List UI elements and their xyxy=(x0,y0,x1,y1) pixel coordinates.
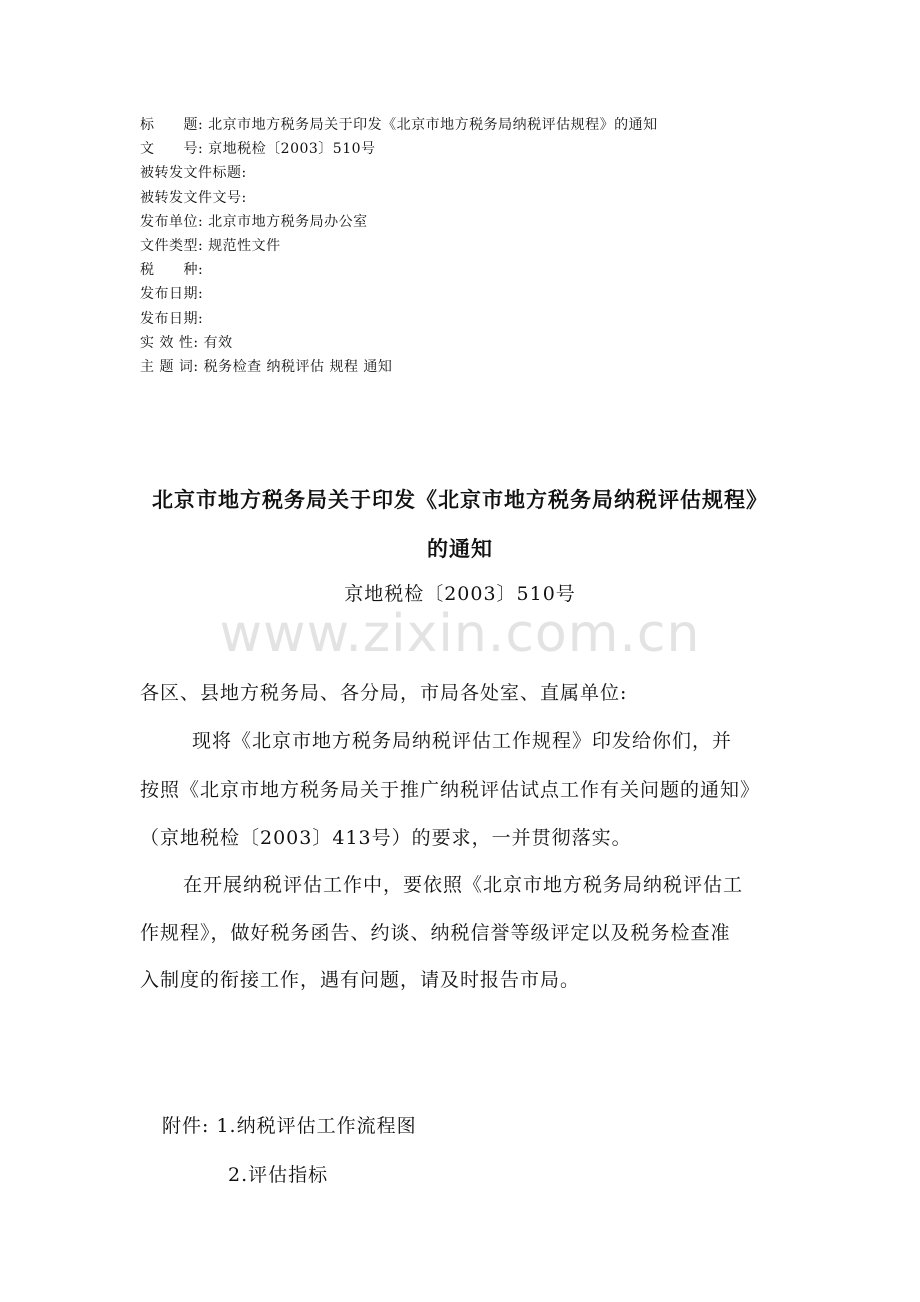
meta-row-tax-type xyxy=(140,258,840,282)
meta-label: 标 题: xyxy=(140,117,204,133)
meta-value: 规范性文件 xyxy=(208,237,281,254)
meta-label: 发布单位: xyxy=(140,213,204,230)
paragraph-2-line-2: 作规程》，做好税务函告、约谈、纳税信誉等级评定以及税务检查准 xyxy=(140,922,731,944)
document-title-line2: 的通知 xyxy=(427,536,493,561)
meta-row-forwarded-number xyxy=(140,186,840,210)
paragraph-1-line-3: （京地税检〔2003〕413号）的要求，一并贯彻落实。 xyxy=(140,827,632,849)
document-title-line1: 北京市地方税务局关于印发《北京市地方税务局纳税评估规程》 xyxy=(152,487,768,512)
meta-label: 实 效 性: xyxy=(140,334,199,351)
meta-row-title xyxy=(140,113,840,137)
meta-row-publish-date xyxy=(140,282,840,306)
meta-row-validity xyxy=(140,331,840,355)
salutation: 各区、县地方税务局、各分局，市局各处室、直属单位: xyxy=(140,682,628,704)
meta-row-keywords xyxy=(140,355,840,379)
attachment-item-1: 附件: 1.纳税评估工作流程图 xyxy=(162,1115,417,1137)
watermark: www.zixin.com.cn xyxy=(219,604,701,664)
meta-label: 主 题 词: xyxy=(140,358,199,375)
paragraph-1-line-2: 按照《北京市地方税务局关于推广纳税评估试点工作有关问题的通知》 xyxy=(140,779,761,801)
meta-label: 发布日期: xyxy=(140,310,204,327)
meta-value: 有效 xyxy=(203,334,233,351)
meta-row-publish-date-2 xyxy=(140,307,840,331)
meta-label: 税 种: xyxy=(140,262,204,279)
paragraph-2-line-3: 入制度的衔接工作，遇有问题，请及时报告市局。 xyxy=(140,969,581,991)
meta-value: 税务检查 纳税评估 规程 通知 xyxy=(203,358,393,375)
meta-row-forwarded-title xyxy=(140,161,840,185)
meta-value: 北京市地方税务局办公室 xyxy=(208,213,368,230)
document-number: 京地税检〔2003〕510号 xyxy=(344,583,576,605)
meta-label: 文件类型: xyxy=(140,237,204,254)
meta-label: 被转发文件标题: xyxy=(140,165,247,182)
meta-label: 被转发文件文号: xyxy=(140,189,247,206)
paragraph-1-line-1: 现将《北京市地方税务局纳税评估工作规程》印发给你们，并 xyxy=(192,730,733,752)
meta-value: 京地税检〔2003〕510号 xyxy=(208,141,376,158)
paragraph-2-line-1: 在开展纳税评估工作中，要依照《北京市地方税务局纳税评估工 xyxy=(183,874,744,896)
attachment-item-2: 2.评估指标 xyxy=(228,1164,329,1186)
meta-row-issuer xyxy=(140,210,840,234)
meta-value: 北京市地方税务局关于印发《北京市地方税务局纳税评估规程》的通知 xyxy=(208,117,658,133)
meta-row-doc-number xyxy=(140,137,840,161)
meta-row-doc-type xyxy=(140,234,840,258)
document-metadata xyxy=(140,113,840,379)
meta-label: 发布日期: xyxy=(140,286,204,303)
meta-label: 文 号: xyxy=(140,141,204,158)
